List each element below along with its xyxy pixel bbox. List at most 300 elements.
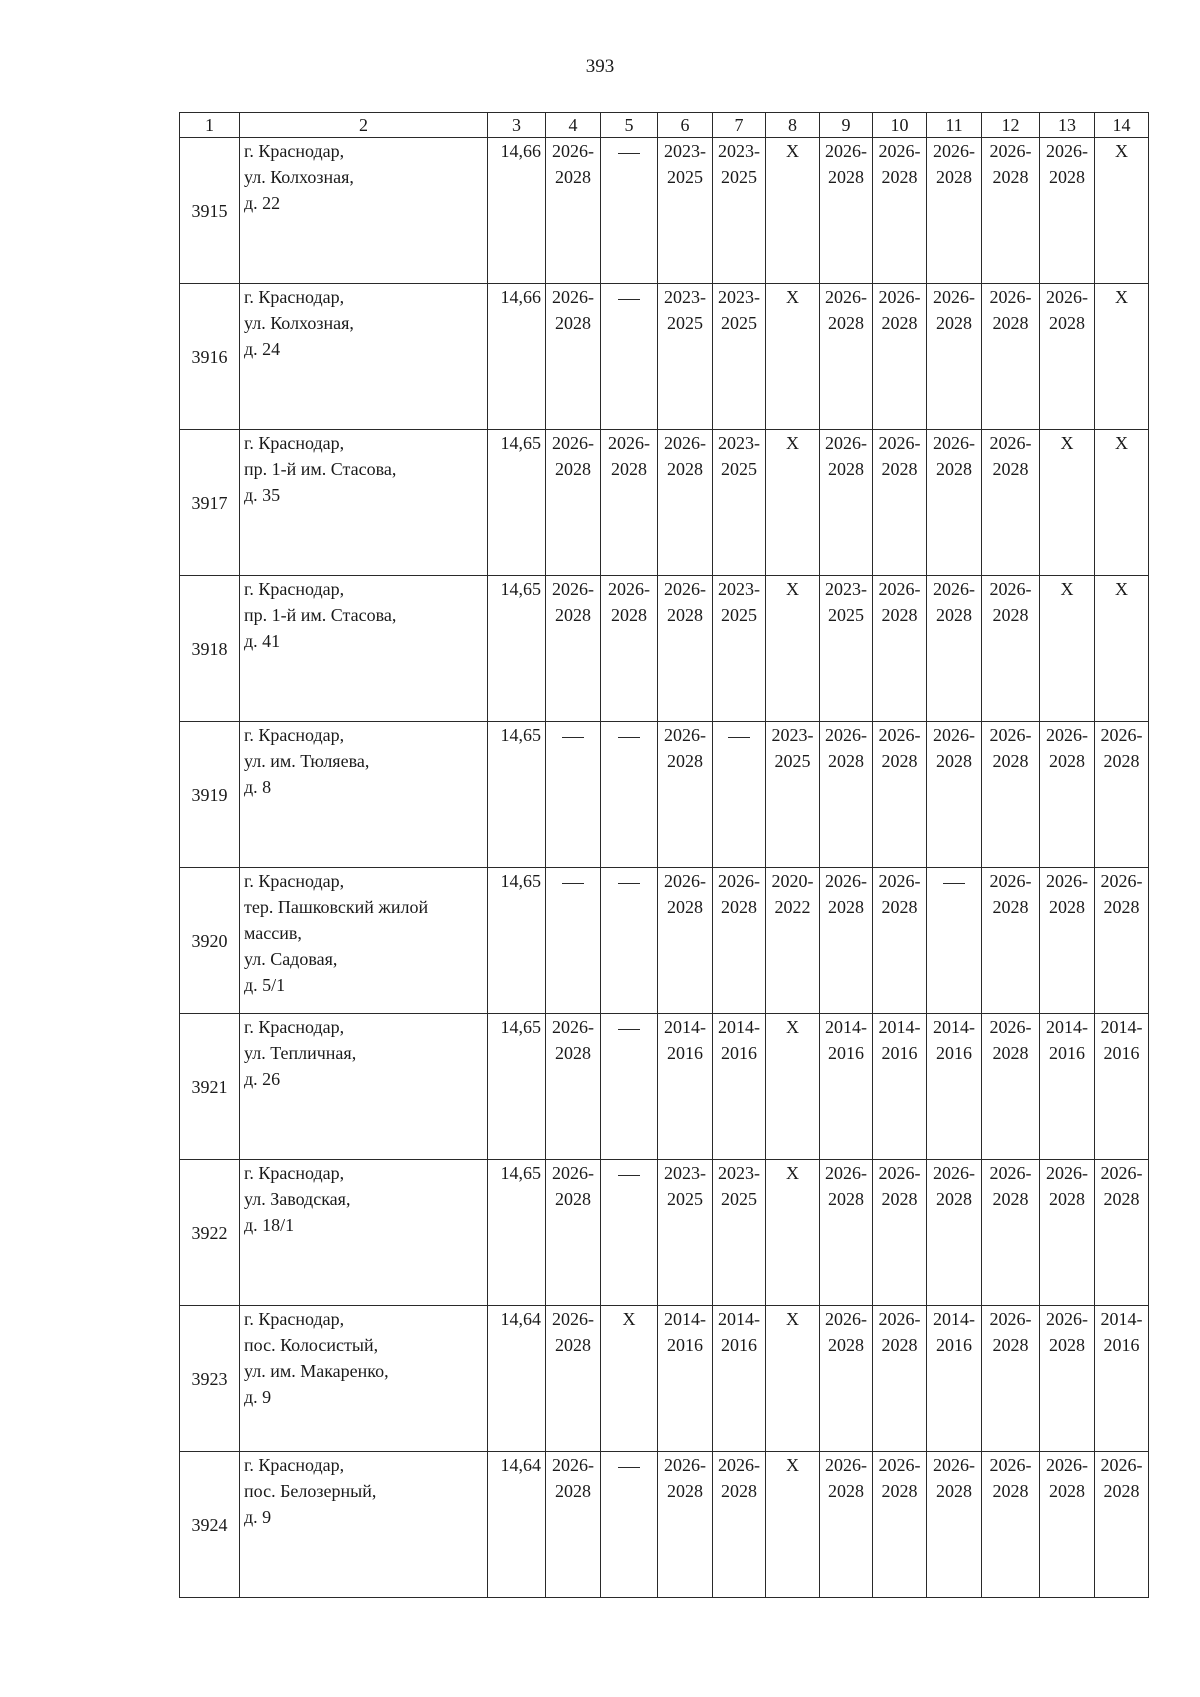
period-cell: [927, 138, 982, 284]
period-line: 2028: [828, 897, 864, 917]
row-number: 3923: [180, 1306, 240, 1452]
period-line: 2025: [667, 1189, 703, 1209]
value-cell: 14,64: [488, 1452, 546, 1598]
column-number: 4: [546, 113, 601, 138]
dash-mark: [728, 737, 750, 738]
period-line: 2026-: [933, 1455, 975, 1475]
address-line: д. 35: [244, 485, 281, 505]
address-line: г. Краснодар,: [244, 433, 345, 453]
mark-cell: X: [766, 138, 820, 284]
value-cell: 14,66: [488, 138, 546, 284]
period-line: 2028: [555, 1043, 591, 1063]
period-cell: [1040, 1452, 1095, 1598]
period-cell: [658, 868, 713, 1014]
dash-cell: [601, 1160, 658, 1306]
column-number-row: [180, 113, 1149, 138]
period-line: 2026-: [825, 1163, 867, 1183]
column-number: 10: [873, 113, 927, 138]
address-line: ул. Тепличная,: [244, 1043, 357, 1063]
mark-cell: X: [1040, 576, 1095, 722]
period-line: 2023-: [664, 1163, 706, 1183]
period-line: 2028: [992, 605, 1029, 625]
period-cell: [713, 1160, 766, 1306]
period-line: 2028: [881, 313, 918, 333]
dash-mark: [618, 153, 640, 154]
column-number: 2: [240, 113, 488, 138]
dash-mark: [618, 1467, 640, 1468]
period-line: 2023-: [718, 433, 760, 453]
period-cell: [713, 1306, 766, 1452]
period-cell: [927, 430, 982, 576]
dash-mark: [618, 1175, 640, 1176]
period-cell: [820, 138, 873, 284]
row-number: 3922: [180, 1160, 240, 1306]
period-line: 2028: [555, 459, 591, 479]
dash-cell: [601, 1014, 658, 1160]
column-number: 3: [488, 113, 546, 138]
period-line: 2014-: [825, 1017, 867, 1037]
period-cell: [873, 430, 927, 576]
period-cell: [820, 576, 873, 722]
period-line: 2028: [1103, 1481, 1140, 1501]
address-cell: [240, 1014, 488, 1160]
mark-cell: X: [1095, 284, 1149, 430]
address-line: г. Краснодар,: [244, 871, 345, 891]
row-number: 3917: [180, 430, 240, 576]
period-line: 2028: [881, 459, 918, 479]
period-cell: [546, 1452, 601, 1598]
period-cell: [820, 284, 873, 430]
period-line: 2026-: [1100, 725, 1143, 745]
address-line: д. 9: [244, 1507, 272, 1527]
period-cell: [713, 1452, 766, 1598]
period-line: 2026-: [718, 1455, 760, 1475]
period-line: 2014-: [1100, 1017, 1143, 1037]
period-cell: [820, 430, 873, 576]
mark-cell: X: [1040, 430, 1095, 576]
period-line: 2028: [936, 459, 972, 479]
period-cell: [820, 1306, 873, 1452]
period-line: 2026-: [878, 141, 921, 161]
address-cell: [240, 138, 488, 284]
period-line: 2028: [1103, 897, 1140, 917]
period-cell: [546, 430, 601, 576]
address-line: д. 8: [244, 777, 272, 797]
address-line: пр. 1-й им. Стасова,: [244, 459, 397, 479]
period-line: 2026-: [989, 1309, 1032, 1329]
period-line: 2028: [555, 605, 591, 625]
address-line: ул. Садовая,: [244, 949, 338, 969]
address-cell: [240, 722, 488, 868]
table-row: [180, 1014, 1149, 1160]
dash-cell: [601, 868, 658, 1014]
address-line: ул. Колхозная,: [244, 167, 354, 187]
address-line: г. Краснодар,: [244, 1455, 345, 1475]
period-line: 2014-: [1100, 1309, 1143, 1329]
period-line: 2026-: [608, 579, 650, 599]
period-cell: [601, 576, 658, 722]
period-line: 2026-: [878, 287, 921, 307]
period-line: 2026-: [1100, 1163, 1143, 1183]
mark-cell: X: [1095, 138, 1149, 284]
period-line: 2026-: [825, 1455, 867, 1475]
period-line: 2028: [1049, 1335, 1085, 1355]
address-line: д. 18/1: [244, 1215, 295, 1235]
period-line: 2026-: [664, 1455, 706, 1475]
period-line: 2028: [828, 1481, 864, 1501]
period-line: 2026-: [552, 1455, 594, 1475]
value-cell: 14,64: [488, 1306, 546, 1452]
period-line: 2026-: [1046, 1309, 1088, 1329]
period-cell: [713, 1014, 766, 1160]
period-line: 2028: [881, 897, 918, 917]
period-line: 2026-: [825, 287, 867, 307]
address-line: г. Краснодар,: [244, 579, 345, 599]
period-line: 2026-: [552, 433, 594, 453]
period-line: 2028: [667, 897, 703, 917]
period-line: 2023-: [718, 141, 760, 161]
period-line: 2028: [936, 167, 972, 187]
address-cell: [240, 1306, 488, 1452]
period-line: 2016: [721, 1335, 757, 1355]
period-cell: [546, 576, 601, 722]
period-cell: [820, 1014, 873, 1160]
period-line: 2026-: [933, 579, 975, 599]
period-cell: [927, 1306, 982, 1452]
period-line: 2028: [721, 897, 757, 917]
period-line: 2014-: [933, 1017, 975, 1037]
period-line: 2014-: [718, 1309, 760, 1329]
period-cell: [1095, 722, 1149, 868]
period-cell: [713, 138, 766, 284]
column-number: 11: [927, 113, 982, 138]
period-line: 2028: [667, 605, 703, 625]
period-cell: [927, 1452, 982, 1598]
period-line: 2014-: [718, 1017, 760, 1037]
period-cell: [927, 284, 982, 430]
period-line: 2026-: [933, 1163, 975, 1183]
period-line: 2023-: [718, 287, 760, 307]
period-cell: [601, 430, 658, 576]
period-line: 2028: [828, 313, 864, 333]
column-number: 8: [766, 113, 820, 138]
dash-cell: [601, 1452, 658, 1598]
row-number: 3918: [180, 576, 240, 722]
period-cell: [982, 576, 1040, 722]
period-cell: [546, 1306, 601, 1452]
period-line: 2016: [1103, 1043, 1140, 1063]
dash-mark: [562, 737, 584, 738]
dash-cell: [546, 868, 601, 1014]
dash-mark: [562, 883, 584, 884]
period-cell: [1040, 722, 1095, 868]
value-cell: 14,65: [488, 868, 546, 1014]
period-line: 2022: [774, 897, 811, 917]
period-line: 2026-: [933, 287, 975, 307]
period-cell: [1095, 1014, 1149, 1160]
period-line: 2016: [936, 1335, 972, 1355]
period-line: 2014-: [664, 1017, 706, 1037]
period-line: 2025: [721, 605, 757, 625]
period-cell: [546, 138, 601, 284]
period-line: 2023-: [771, 725, 814, 745]
column-number: 12: [982, 113, 1040, 138]
period-line: 2026-: [878, 579, 921, 599]
period-line: 2026-: [825, 433, 867, 453]
address-line: пос. Белозерный,: [244, 1481, 377, 1501]
dash-cell: [927, 868, 982, 1014]
address-cell: [240, 1160, 488, 1306]
period-line: 2028: [992, 1335, 1029, 1355]
period-cell: [820, 1452, 873, 1598]
period-line: 2026-: [664, 579, 706, 599]
period-cell: [982, 430, 1040, 576]
period-line: 2026-: [989, 725, 1032, 745]
period-line: 2028: [1049, 1481, 1085, 1501]
period-line: 2014-: [878, 1017, 921, 1037]
period-line: 2026-: [552, 141, 594, 161]
value-cell: 14,65: [488, 1160, 546, 1306]
period-cell: [546, 284, 601, 430]
period-line: 2026-: [825, 141, 867, 161]
address-line: г. Краснодар,: [244, 1309, 345, 1329]
period-line: 2025: [774, 751, 811, 771]
period-line: 2026-: [1046, 1163, 1088, 1183]
column-number: 7: [713, 113, 766, 138]
address-line: д. 9: [244, 1387, 272, 1407]
period-cell: [982, 1452, 1040, 1598]
period-line: 2023-: [664, 141, 706, 161]
mark-cell: X: [766, 576, 820, 722]
period-cell: [873, 722, 927, 868]
period-line: 2028: [936, 1189, 972, 1209]
period-line: 2028: [936, 1481, 972, 1501]
period-line: 2026-: [933, 433, 975, 453]
dash-cell: [713, 722, 766, 868]
period-line: 2025: [721, 167, 757, 187]
period-line: 2026-: [1100, 871, 1143, 891]
table-row: [180, 1452, 1149, 1598]
address-line: г. Краснодар,: [244, 141, 345, 161]
address-cell: [240, 284, 488, 430]
address-cell: [240, 576, 488, 722]
value-cell: 14,65: [488, 430, 546, 576]
period-line: 2014-: [1046, 1017, 1088, 1037]
period-cell: [873, 1160, 927, 1306]
row-number: 3920: [180, 868, 240, 1014]
period-line: 2028: [667, 459, 703, 479]
address-line: г. Краснодар,: [244, 1163, 345, 1183]
period-line: 2028: [667, 1481, 703, 1501]
table-row: [180, 1306, 1149, 1452]
period-line: 2026-: [1046, 725, 1088, 745]
period-line: 2026-: [933, 141, 975, 161]
period-line: 2028: [555, 1189, 591, 1209]
table-row: [180, 722, 1149, 868]
period-line: 2026-: [989, 433, 1032, 453]
period-cell: [658, 722, 713, 868]
period-cell: [713, 868, 766, 1014]
period-line: 2028: [1049, 897, 1085, 917]
table-row: [180, 576, 1149, 722]
period-line: 2028: [555, 167, 591, 187]
period-line: 2028: [611, 605, 647, 625]
period-line: 2026-: [878, 433, 921, 453]
period-cell: [1040, 1160, 1095, 1306]
period-cell: [873, 284, 927, 430]
period-cell: [713, 576, 766, 722]
period-cell: [658, 576, 713, 722]
dash-cell: [601, 284, 658, 430]
period-cell: [1040, 868, 1095, 1014]
address-line: ул. им. Макаренко,: [244, 1361, 389, 1381]
period-line: 2026-: [552, 1309, 594, 1329]
period-line: 2016: [667, 1335, 703, 1355]
period-cell: [982, 1160, 1040, 1306]
period-line: 2028: [881, 1189, 918, 1209]
period-line: 2026-: [989, 1017, 1032, 1037]
period-line: 2023-: [718, 579, 760, 599]
period-line: 2028: [992, 167, 1029, 187]
period-cell: [1040, 138, 1095, 284]
period-line: 2026-: [1100, 1455, 1143, 1475]
table-row: [180, 138, 1149, 284]
mark-cell: X: [1095, 430, 1149, 576]
period-cell: [658, 138, 713, 284]
period-line: 2026-: [552, 287, 594, 307]
dash-mark: [618, 1029, 640, 1030]
dash-mark: [618, 299, 640, 300]
column-number: 1: [180, 113, 240, 138]
period-line: 2028: [828, 751, 864, 771]
period-cell: [982, 1014, 1040, 1160]
period-cell: [658, 1452, 713, 1598]
period-line: 2023-: [718, 1163, 760, 1183]
period-line: 2026-: [664, 433, 706, 453]
period-line: 2026-: [825, 725, 867, 745]
address-line: д. 22: [244, 193, 281, 213]
dash-cell: [601, 722, 658, 868]
period-line: 2025: [667, 167, 703, 187]
period-cell: [1095, 1160, 1149, 1306]
address-line: д. 24: [244, 339, 281, 359]
mark-cell: X: [766, 1306, 820, 1452]
period-line: 2026-: [825, 1309, 867, 1329]
address-line: г. Краснодар,: [244, 1017, 345, 1037]
period-line: 2026-: [878, 1163, 921, 1183]
row-number: 3924: [180, 1452, 240, 1598]
address-line: г. Краснодар,: [244, 725, 345, 745]
period-line: 2028: [1049, 313, 1085, 333]
mark-cell: X: [766, 430, 820, 576]
period-line: 2026-: [718, 871, 760, 891]
mark-cell: X: [766, 284, 820, 430]
period-line: 2028: [881, 167, 918, 187]
period-cell: [820, 1160, 873, 1306]
period-line: 2028: [881, 1481, 918, 1501]
value-cell: 14,65: [488, 722, 546, 868]
value-cell: 14,66: [488, 284, 546, 430]
period-cell: [982, 1306, 1040, 1452]
period-line: 2016: [721, 1043, 757, 1063]
housing-schedule-table: [179, 112, 1149, 1598]
address-line: ул. им. Тюляева,: [244, 751, 370, 771]
period-line: 2025: [721, 313, 757, 333]
table-row: [180, 284, 1149, 430]
dash-cell: [601, 138, 658, 284]
period-line: 2028: [1103, 1189, 1140, 1209]
period-line: 2026-: [552, 1163, 594, 1183]
period-line: 2026-: [933, 725, 975, 745]
period-line: 2028: [936, 313, 972, 333]
period-line: 2028: [936, 605, 972, 625]
column-number: 14: [1095, 113, 1149, 138]
column-number: 5: [601, 113, 658, 138]
period-cell: [927, 1014, 982, 1160]
period-line: 2016: [1049, 1043, 1085, 1063]
period-line: 2028: [611, 459, 647, 479]
mark-cell: X: [601, 1306, 658, 1452]
address-cell: [240, 868, 488, 1014]
period-line: 2028: [1049, 1189, 1085, 1209]
period-line: 2023-: [664, 287, 706, 307]
period-line: 2028: [1049, 167, 1085, 187]
dash-mark: [943, 883, 965, 884]
period-line: 2028: [992, 313, 1029, 333]
period-line: 2028: [936, 751, 972, 771]
mark-cell: X: [766, 1160, 820, 1306]
period-line: 2026-: [664, 725, 706, 745]
period-line: 2028: [828, 459, 864, 479]
period-cell: [873, 576, 927, 722]
period-cell: [546, 1160, 601, 1306]
period-cell: [820, 722, 873, 868]
period-line: 2026-: [1046, 141, 1088, 161]
period-line: 2026-: [1046, 287, 1088, 307]
period-cell: [1095, 1452, 1149, 1598]
period-cell: [927, 722, 982, 868]
period-line: 2028: [828, 1189, 864, 1209]
row-number: 3915: [180, 138, 240, 284]
row-number: 3919: [180, 722, 240, 868]
address-line: ул. Заводская,: [244, 1189, 351, 1209]
period-cell: [1095, 1306, 1149, 1452]
period-line: 2028: [992, 1189, 1029, 1209]
period-line: 2016: [1103, 1335, 1140, 1355]
mark-cell: X: [766, 1452, 820, 1598]
period-line: 2014-: [933, 1309, 975, 1329]
period-line: 2025: [721, 459, 757, 479]
period-line: 2028: [881, 1335, 918, 1355]
period-cell: [658, 430, 713, 576]
period-line: 2026-: [825, 871, 867, 891]
dash-cell: [546, 722, 601, 868]
dash-mark: [618, 737, 640, 738]
period-line: 2020-: [771, 871, 814, 891]
period-cell: [1040, 1014, 1095, 1160]
period-line: 2026-: [989, 287, 1032, 307]
mark-cell: X: [1095, 576, 1149, 722]
period-line: 2025: [667, 313, 703, 333]
address-line: д. 5/1: [244, 975, 286, 995]
period-line: 2026-: [878, 871, 921, 891]
period-line: 2026-: [878, 725, 921, 745]
period-line: 2028: [992, 1481, 1029, 1501]
address-line: массив,: [244, 923, 302, 943]
period-cell: [1040, 1306, 1095, 1452]
period-line: 2026-: [989, 1163, 1032, 1183]
period-line: 2028: [881, 605, 918, 625]
